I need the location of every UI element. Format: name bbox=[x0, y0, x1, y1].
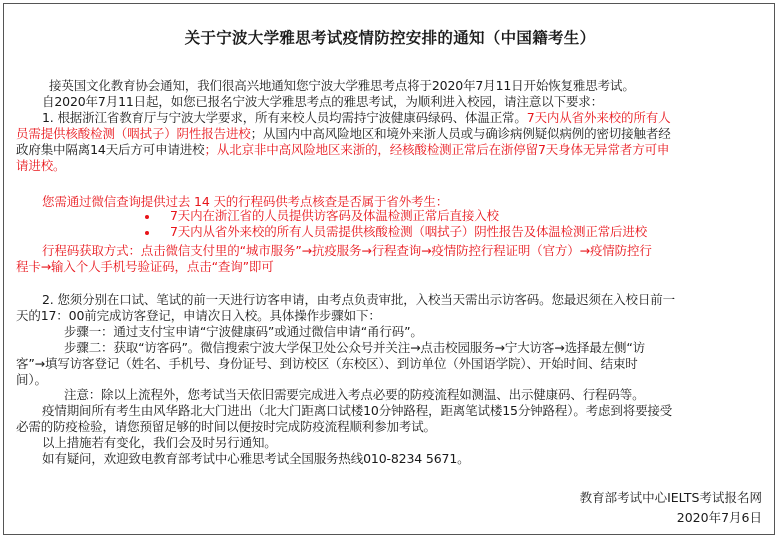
intro-paragraph: 接英国文化教育协会通知，我们很高兴地通知您宁波大学雅思考点将于2020年7月11日开始恢复雅思考试。 bbox=[49, 78, 635, 93]
entrance-route-line2: 必需的防疫检验，请您预留足够的时间以便按时完成防疫流程顺利参加考试。 bbox=[16, 419, 436, 434]
item1-quarantine-text: 政府集中隔离14天后方可申请进校 bbox=[16, 142, 205, 157]
bullet-out-of-province: 7天内从省外来校的所有人员需提供核酸检测（咽拭子）阴性报告及体温检测正常后进校 bbox=[170, 224, 648, 239]
step-two-line1: 步骤二：获取“访客码”。微信搜索宁波大学保卫处公众号并关注→点击校园服务→宁大访客→选择最左侧“访 bbox=[64, 340, 646, 355]
requirements-intro: 自2020年7月11日起，如您已报名宁波大学雅思考点的雅思考试，为顺利进入校园，请注意以下要求： bbox=[42, 94, 603, 109]
item1-out-of-province-text: 7天内从省外来校的所有人 bbox=[526, 110, 671, 125]
item1-line4: 请进校。 bbox=[16, 158, 66, 173]
wechat-query-intro: 您需通过微信查询提供过去 14 天的行程码供考点核查是否属于省外考生： bbox=[42, 194, 449, 209]
item2-line2: 天的17：00前完成访客登记，申请次日入校。具体操作步骤如下： bbox=[16, 308, 381, 323]
bullet-dot bbox=[145, 231, 149, 235]
step-one: 步骤一：通过支付宝申请“宁波健康码”或通过微信申请“甬行码”。 bbox=[64, 324, 423, 339]
signature: 教育部考试中心IELTS考试报名网 bbox=[579, 490, 762, 505]
item1-high-risk-text: ；从国内中高风险地区和境外来浙人员或与确诊病例疑似病例的密切接触者经 bbox=[250, 126, 671, 141]
changes-notice: 以上措施若有变化，我们会及时另行通知。 bbox=[42, 435, 277, 450]
item1-beijing-text: ；从北京非中高风险地区来浙的，经核酸检测正常后在浙停留7天身体无异常者方可申 bbox=[204, 142, 670, 157]
item1-line3 bbox=[16, 143, 669, 157]
notice-title: 关于宁波大学雅思考试疫情防控安排的通知（中国籍考生） bbox=[184, 29, 596, 47]
note-line: 注意：除以上流程外，您考试当天依旧需要完成进入考点必要的防疫流程如测温、出示健康码、行程码等。 bbox=[64, 387, 645, 402]
item1-requirement-text: 1. 根据浙江省教育厅与宁波大学要求，所有来校人员均需持宁波健康码绿码、体温正常。 bbox=[42, 110, 527, 125]
entrance-route-line1: 疫情期间所有考生由风华路北大门进出（北大门距离口试楼10分钟路程，距离笔试楼15分钟路程）。考虑到将要接受 bbox=[42, 403, 673, 418]
itinerary-code-instructions-line2: 程卡→输入个人手机号验证码，点击“查询”即可 bbox=[16, 259, 274, 274]
bullet-in-province: 7天内在浙江省的人员提供访客码及体温检测正常后直接入校 bbox=[170, 208, 499, 223]
item1-nucleic-test-text: 员需提供核酸检测（咽拭子）阴性报告进校 bbox=[16, 126, 251, 141]
item1-line2 bbox=[16, 127, 671, 141]
step-two-line3: 间）。 bbox=[16, 372, 47, 387]
item2-line1: 2. 您须分别在口试、笔试的前一天进行访客申请，由考点负责审批，入校当天需出示访客码。您最迟须在入校日前一 bbox=[42, 292, 675, 307]
item1-line1 bbox=[42, 111, 670, 125]
bullet-dot bbox=[145, 215, 149, 219]
itinerary-code-instructions-line1: 行程码获取方式：点击微信支付里的“城市服务”→抗疫服务→行程查询→疫情防控行程证明（官方）→疫情防控行 bbox=[42, 243, 652, 258]
notice-date: 2020年7月6日 bbox=[676, 510, 762, 525]
hotline-line: 如有疑问，欢迎致电教育部考试中心雅思考试全国服务热线010-8234 5671。 bbox=[42, 451, 470, 466]
step-two-line2: 客”→填写访客登记（姓名、手机号、身份证号、到访校区（东校区）、到访单位（外国语学院）、开始时间、结束时 bbox=[16, 356, 638, 371]
